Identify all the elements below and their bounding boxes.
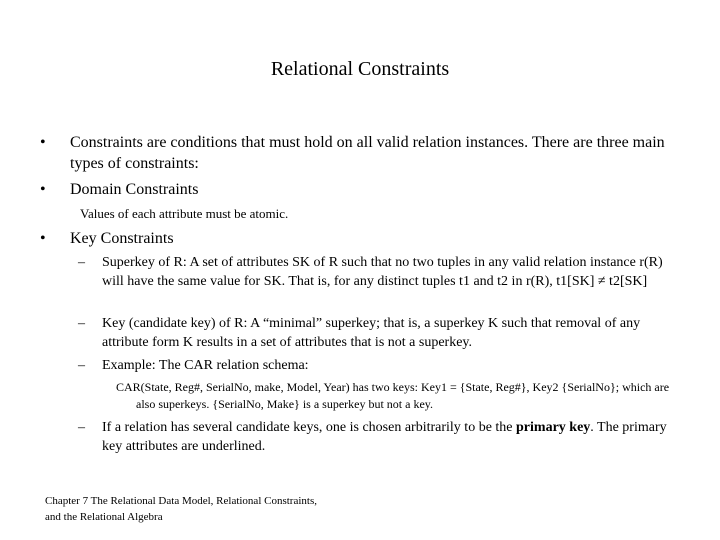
bullet-text: Domain Constraints <box>70 181 199 198</box>
car-example-text: CAR(State, Reg#, SerialNo, make, Model, Year) has two keys: Key1 = {State, Reg#}, Key2 {SerialNo}; which are also superkeys. {SerialNo, Make} is a superkey but not a key. <box>116 380 670 411</box>
bullet-domain-constraints <box>40 179 680 200</box>
slide-title: Relational Constraints <box>270 58 450 80</box>
dash-marker: – <box>78 420 85 435</box>
car-relation-example <box>116 379 678 413</box>
bullet-marker: • <box>40 230 46 247</box>
key-item-text: Key (candidate key) of R: A “minimal” superkey; that is, a superkey K such that removal of any attribute form K results in a set of attributes that is not a superkey. <box>102 316 641 350</box>
bullet-marker: • <box>40 181 46 198</box>
dash-marker: – <box>78 255 85 270</box>
key-item-candidate-key <box>78 314 678 352</box>
key-item-text: Superkey of R: A set of attributes SK of R such that no two tuples in any valid relation instance r(R) will have the same value for SK. That is, for any distinct tuples t1 and t2 in r(R), t1[SK] ≠ t2[SK] <box>102 255 663 289</box>
dash-marker: – <box>78 358 85 373</box>
primary-key-text-before: If a relation has several candidate keys, one is chosen arbitrarily to be the <box>102 420 517 435</box>
key-item-example <box>78 356 678 375</box>
key-item-superkey <box>78 253 678 291</box>
bullet-key-constraints <box>40 228 680 249</box>
bullet-text: Constraints are conditions that must hold on all valid relation instances. There are three main types of constraints: <box>70 134 665 172</box>
bullet-marker: • <box>40 134 46 151</box>
key-item-text <box>102 418 678 456</box>
dash-marker: – <box>78 316 85 331</box>
key-item-text: Example: The CAR relation schema: <box>102 358 309 373</box>
domain-constraints-description: Values of each attribute must be atomic. <box>80 206 289 221</box>
bullet-text: Key Constraints <box>70 230 174 247</box>
key-item-primary-key <box>78 418 678 456</box>
primary-key-text-after: . The primary key attributes are underlined. <box>102 420 667 454</box>
slide-footer: Chapter 7 The Relational Data Model, Relational Constraints, and the Relational Algebra <box>45 495 317 523</box>
primary-key-term: primary key <box>516 420 591 435</box>
bullet-constraints-intro <box>40 132 680 174</box>
